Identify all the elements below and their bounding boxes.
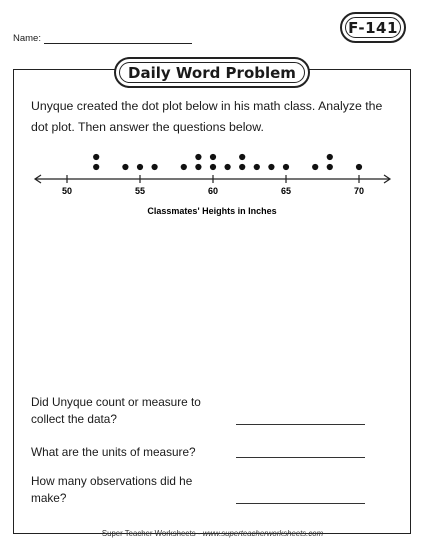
tick-label-55: 55 (134, 186, 146, 196)
tick-label-60: 60 (207, 186, 219, 196)
data-dot-65-1 (283, 164, 289, 170)
title-banner (114, 57, 310, 88)
tick-label-50: 50 (61, 186, 73, 196)
footer-prefix: Super Teacher Worksheets - (101, 529, 203, 538)
footer-site-link[interactable]: www.superteacherworksheets.com (202, 529, 324, 538)
answer-line-2[interactable] (236, 457, 365, 458)
page-title: Daily Word Problem (128, 63, 296, 82)
problem-intro: Unyque created the dot plot below in his math class. Analyze the dot plot. Then answer the questions below. (31, 99, 383, 134)
tick-label-70: 70 (353, 186, 365, 196)
data-dot-59-2 (195, 154, 201, 160)
data-dot-68-1 (327, 164, 333, 170)
name-field (13, 33, 192, 44)
tick-label-65: 65 (280, 186, 292, 196)
data-dot-52-1 (93, 164, 99, 170)
worksheet-frame (13, 69, 411, 534)
data-dot-52-2 (93, 154, 99, 160)
data-dot-62-2 (239, 154, 245, 160)
name-blank-line[interactable] (44, 33, 192, 44)
dot-plot (30, 148, 395, 238)
data-dot-55-1 (137, 164, 143, 170)
data-dot-59-1 (195, 164, 201, 170)
data-dot-60-2 (210, 154, 216, 160)
data-dot-67-1 (312, 164, 318, 170)
data-dot-56-1 (152, 164, 158, 170)
data-dot-70-1 (356, 164, 362, 170)
answer-line-3[interactable] (236, 503, 365, 504)
x-axis-label: Classmates' Heights in Inches (147, 206, 277, 216)
data-dot-63-1 (254, 164, 260, 170)
data-dot-61-1 (225, 164, 231, 170)
worksheet-code-badge (340, 12, 406, 43)
name-label: Name: (13, 33, 41, 44)
question-1: Did Unyque count or measure to collect the data? (31, 395, 201, 426)
worksheet-code: F-141 (348, 18, 398, 37)
data-dot-62-1 (239, 164, 245, 170)
question-2: What are the units of measure? (31, 445, 196, 459)
data-dot-64-1 (268, 164, 274, 170)
data-dot-54-1 (122, 164, 128, 170)
data-dot-68-2 (327, 154, 333, 160)
question-3: How many observations did he make? (31, 474, 193, 505)
footer (0, 529, 425, 538)
answer-line-1[interactable] (236, 424, 365, 425)
data-dot-60-1 (210, 164, 216, 170)
data-dot-58-1 (181, 164, 187, 170)
